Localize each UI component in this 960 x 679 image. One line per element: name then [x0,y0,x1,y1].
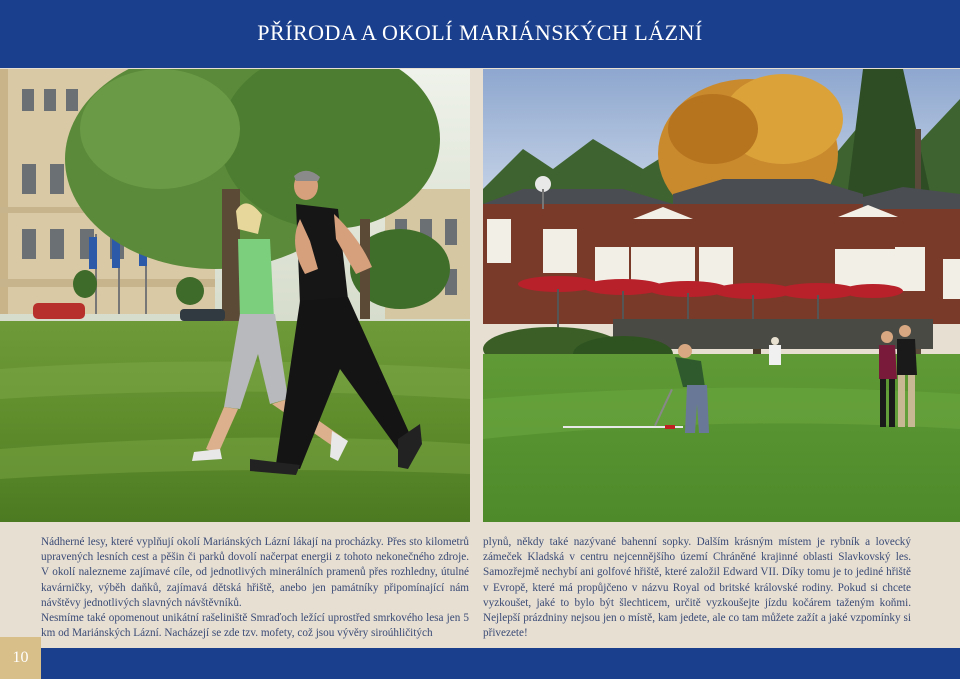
photo-divider [470,69,483,522]
paragraph-golf: plynů, někdy také nazývané bahenní sopky. Dalším krásným místem je rybník a lovecký zámeček Kladská v centru nejcennějšího území Chráněné krajinné oblasti Slavkovský les. Samozřejmě nechybí ani golfové hřiště, které založil Edward VII. Díky tomu je to jediné hřiště v Evropě, které má propůjčeno v názvu Royal od britské královské rodiny. Pokud si chcete vyzkoušet, jaké to bylo být šlechticem, určitě vyzkoušejte jízdu kočárem taženým koňmi. Nejlepší prázdniny nejsou jen o místě, kam jedete, ale co tam můžete zažít a jaké vzpomínky si přivezete! [483,536,911,640]
page-title: PŘÍRODA A OKOLÍ MARIÁNSKÝCH LÁZNÍ [257,20,703,45]
page-number-box [0,637,41,679]
jogging-couple-photo [0,69,470,522]
page-number: 10 [12,649,29,666]
paragraph-forests: Nádherné lesy, které vyplňují okolí Mariánských Lázní lákají na procházky. Přes sto kilometrů upravených lesních cest a pěšin či parků dovolí načerpat energii z tohoto nekonečného zdroje. V okolí nalezneme zajímavé cíle, od jednotlivých minerálních pramenů přes rozhledny, útulné kavárničky, výběh daňků, zajímavá dětská hřiště, anebo jen památníky připomínající nám návštěvy jednotlivých slavných návštěvníků. [41,536,469,609]
text-column-left [41,535,469,641]
page-footer-bar [41,648,960,679]
golf-course-photo [483,69,960,522]
text-column-right [483,535,911,641]
page-header [0,0,960,68]
paragraph-smradoch: Nesmíme také opomenout unikátní rašeliniště Smraďoch ležící uprostřed smrkového lesa jen 5 km od Mariánských Lázní. Nacházejí se zde tzv. mofety, což jsou vývěry siroúhličitých [41,612,469,640]
